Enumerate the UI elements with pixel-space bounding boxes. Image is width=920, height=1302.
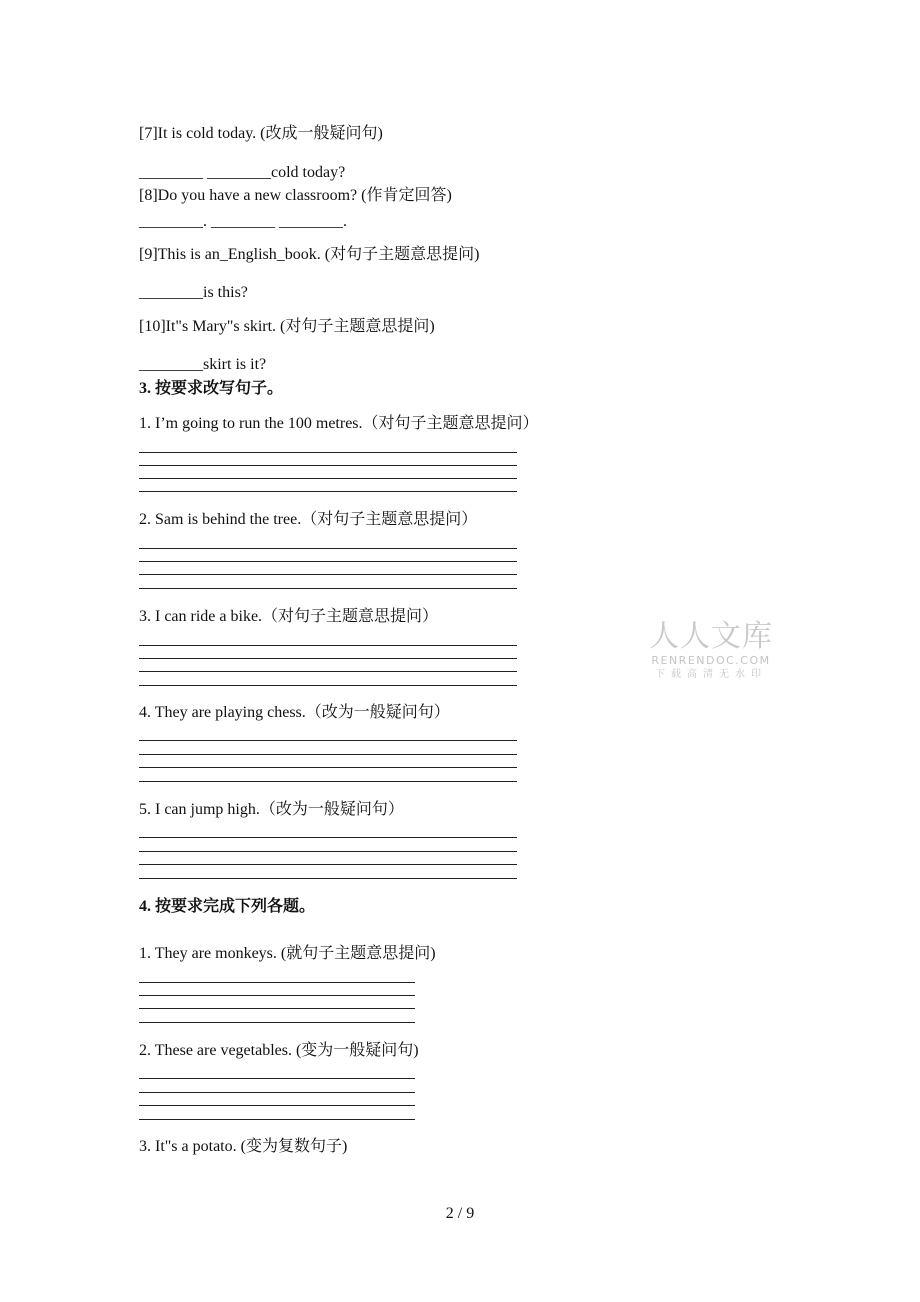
answer-line bbox=[139, 740, 517, 741]
answer-line bbox=[139, 878, 517, 879]
renrendoc-watermark bbox=[646, 620, 776, 682]
answer-line bbox=[139, 995, 415, 996]
question-10: [10]It"s Mary"s skirt. (对句子主题意思提问) bbox=[139, 318, 435, 335]
answer-line bbox=[139, 851, 517, 852]
answer-line bbox=[139, 465, 517, 466]
answer-line bbox=[139, 478, 517, 479]
answer-line bbox=[139, 548, 517, 549]
section-3-item-2: 2. Sam is behind the tree.（对句子主题意思提问） bbox=[139, 511, 478, 528]
answer-line bbox=[139, 491, 517, 492]
watermark-title: 人人文库 bbox=[649, 619, 773, 654]
answer-line bbox=[139, 561, 517, 562]
section-4-heading: 4. 按要求完成下列各题。 bbox=[139, 898, 316, 915]
answer-line bbox=[139, 1092, 415, 1093]
answer-10: ________skirt is it? bbox=[139, 356, 267, 373]
answer-line bbox=[139, 574, 517, 575]
answer-line bbox=[139, 645, 517, 646]
watermark-url: RENRENDOC.COM bbox=[651, 654, 771, 667]
answer-line bbox=[139, 982, 415, 983]
answer-line bbox=[139, 671, 517, 672]
page-number: 2 / 9 bbox=[445, 1205, 475, 1222]
question-8: [8]Do you have a new classroom? (作肯定回答) bbox=[139, 187, 452, 204]
answer-8: ________. ________ ________. bbox=[139, 213, 347, 230]
answer-line bbox=[139, 781, 517, 782]
answer-line bbox=[139, 588, 517, 589]
section-4-item-3: 3. It"s a potato. (变为复数句子) bbox=[139, 1138, 348, 1155]
answer-9: ________is this? bbox=[139, 284, 248, 301]
answer-line bbox=[139, 452, 517, 453]
answer-line bbox=[139, 754, 517, 755]
section-3-item-4: 4. They are playing chess.（改为一般疑问句） bbox=[139, 704, 450, 721]
answer-line bbox=[139, 1022, 415, 1023]
answer-line bbox=[139, 658, 517, 659]
answer-line bbox=[139, 1105, 415, 1106]
section-3-heading: 3. 按要求改写句子。 bbox=[139, 380, 284, 397]
watermark-subtitle: 下载高清无水印 bbox=[655, 669, 767, 680]
answer-line bbox=[139, 685, 517, 686]
section-3-item-5: 5. I can jump high.（改为一般疑问句） bbox=[139, 801, 404, 818]
answer-7: ________ ________cold today? bbox=[139, 164, 346, 181]
section-4-item-1: 1. They are monkeys. (就句子主题意思提问) bbox=[139, 945, 436, 962]
answer-line bbox=[139, 767, 517, 768]
answer-line bbox=[139, 1008, 415, 1009]
section-3-item-1: 1. I’m going to run the 100 metres.（对句子主题意思提问） bbox=[139, 415, 539, 432]
answer-line bbox=[139, 1119, 415, 1120]
section-4-item-2: 2. These are vegetables. (变为一般疑问句) bbox=[139, 1042, 419, 1059]
answer-line bbox=[139, 1078, 415, 1079]
answer-line bbox=[139, 864, 517, 865]
answer-line bbox=[139, 837, 517, 838]
question-9: [9]This is an_English_book. (对句子主题意思提问) bbox=[139, 246, 480, 263]
section-3-item-3: 3. I can ride a bike.（对句子主题意思提问） bbox=[139, 608, 439, 625]
question-7: [7]It is cold today. (改成一般疑问句) bbox=[139, 125, 383, 142]
